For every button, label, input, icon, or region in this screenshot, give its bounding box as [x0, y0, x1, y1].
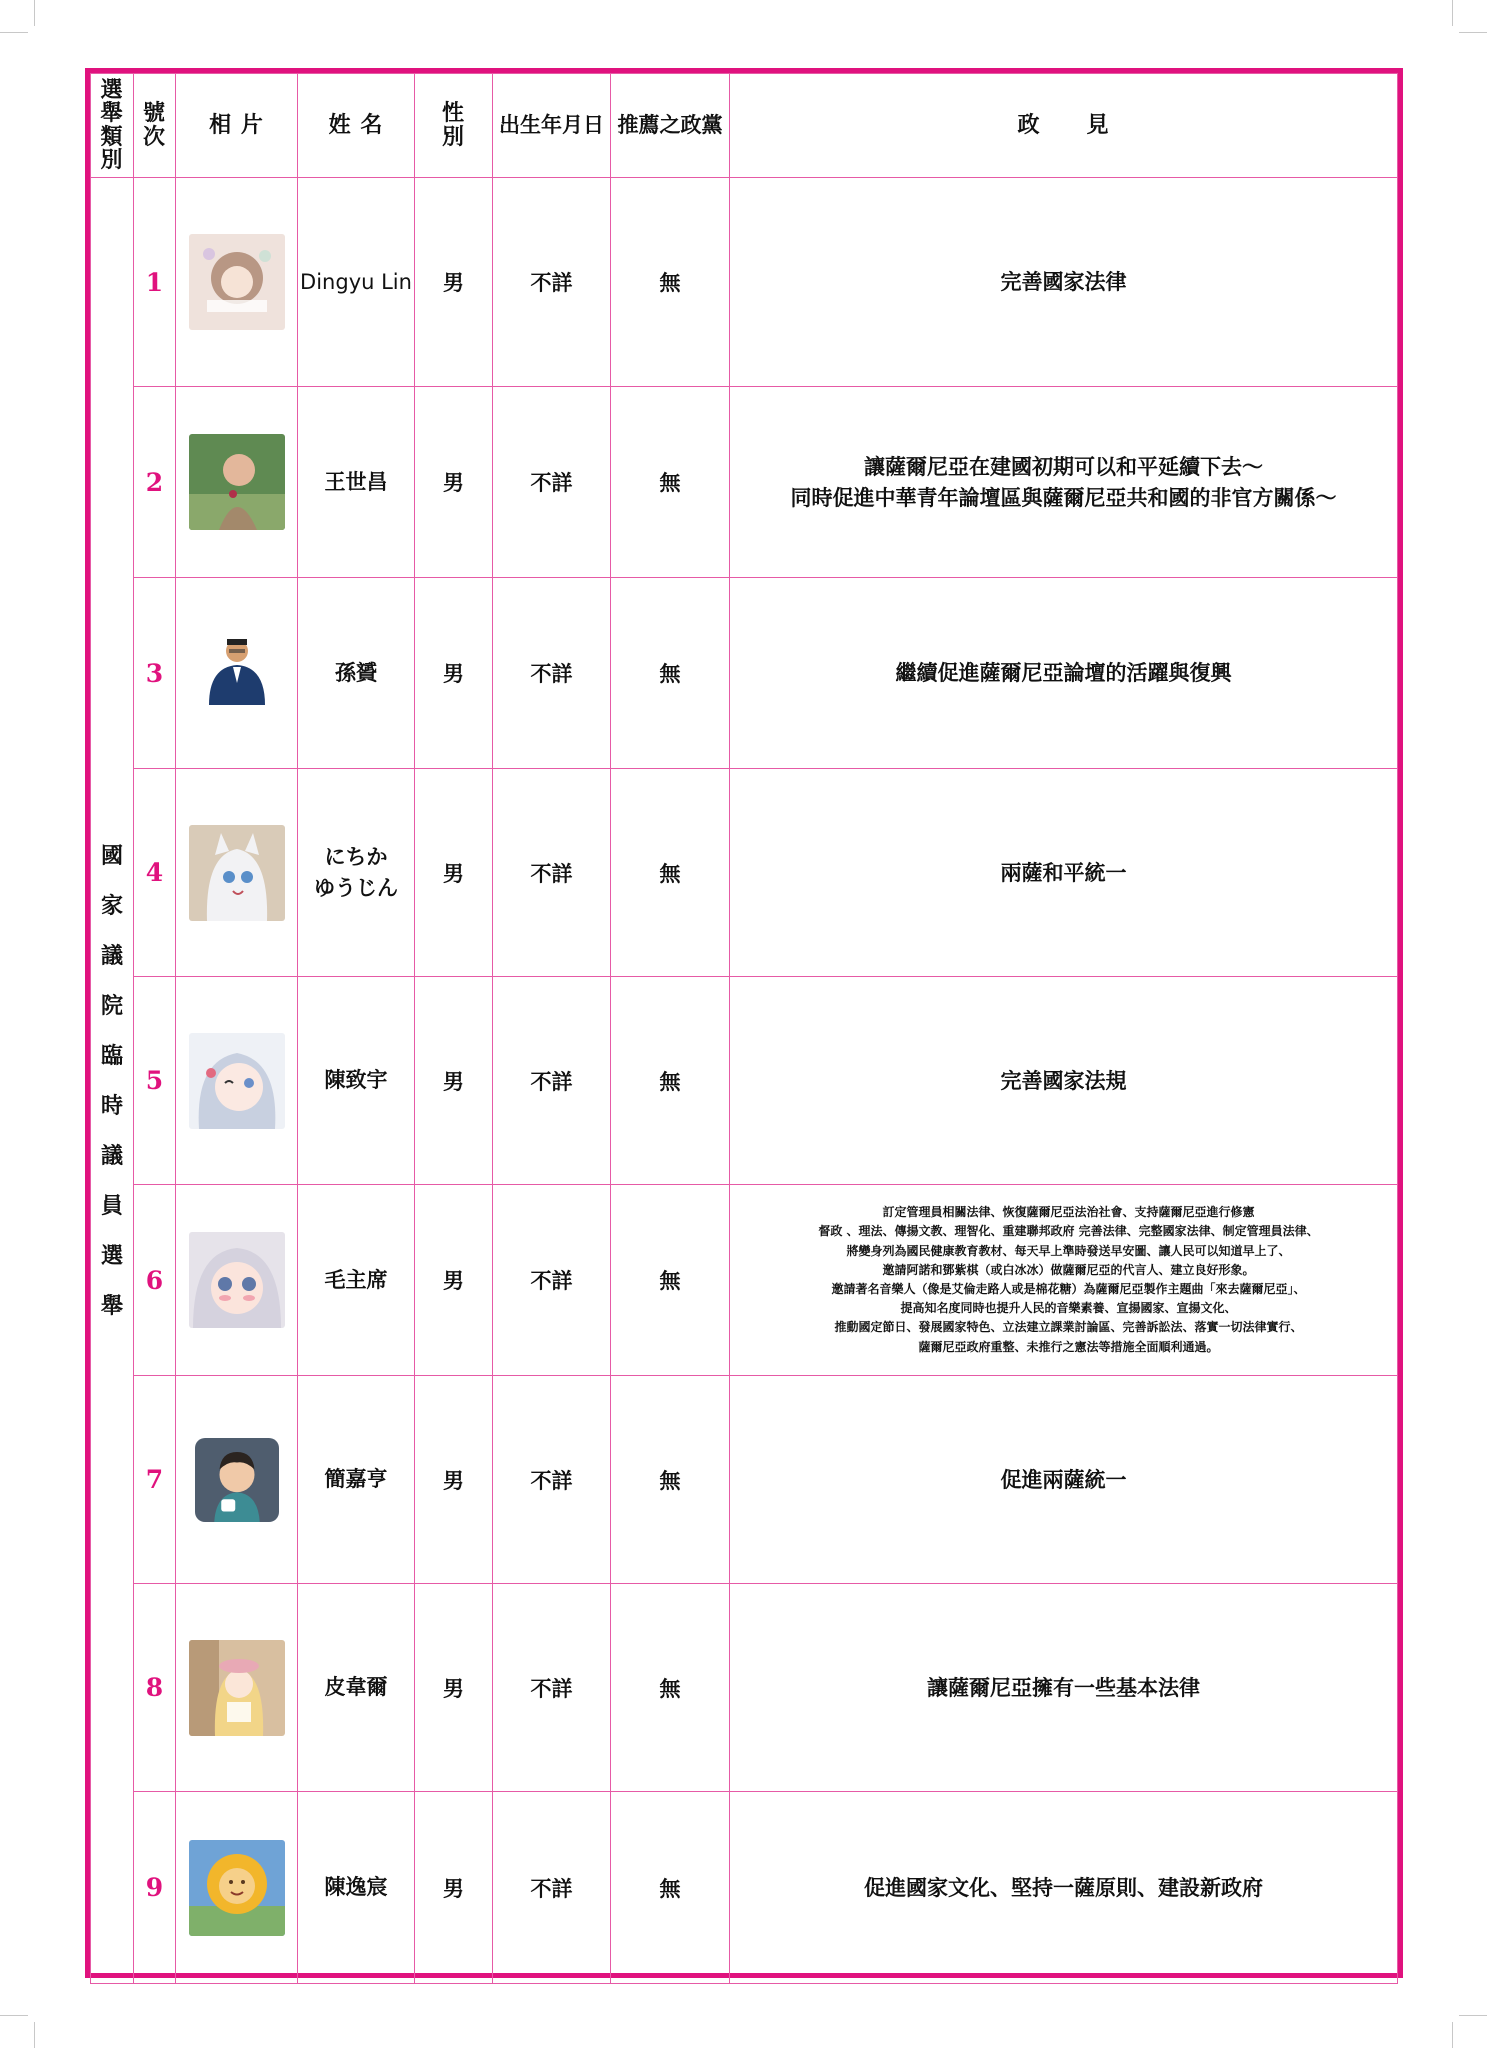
- header-birth: 出生年月日: [493, 74, 611, 178]
- ballot-frame: [85, 68, 1403, 1978]
- candidate-photo: [176, 578, 298, 769]
- candidate-policy: 促進國家文化、堅持一薩原則、建設新政府: [730, 1792, 1398, 1984]
- candidate-party: 無: [611, 977, 730, 1185]
- header-photo: 相 片: [176, 74, 298, 178]
- candidate-policy: 完善國家法規: [730, 977, 1398, 1185]
- crop-mark: [1459, 2015, 1487, 2016]
- table-row: [91, 178, 1398, 387]
- avatar: [189, 1232, 285, 1328]
- candidate-name: 簡嘉亨: [298, 1376, 415, 1584]
- election-category: 國 家 議 院 臨 時 議 員 選 舉: [91, 178, 134, 1984]
- header-sex: 性 別: [415, 74, 493, 178]
- crop-mark: [34, 2022, 35, 2048]
- crop-mark: [0, 2015, 28, 2016]
- candidate-sex: 男: [415, 387, 493, 578]
- candidate-number: 6: [134, 1185, 176, 1376]
- candidate-policy: 訂定管理員相關法律、恢復薩爾尼亞法治社會、支持薩爾尼亞進行修憲 督政 、理法、傳揚文教、理智化、重建聯邦政府 完善法律、完整國家法律、制定管理員法律、 將變身列為國民健康教育教材、每天早上準時發送早安圖、讓人民可以知道早上了、 邀請阿諾和鄧紫棋（或白冰冰）做薩爾尼亞的代言人、建立良好形象。 邀請著名音樂人（像是艾倫走路人或是棉花糖）為薩爾尼亞製作主題曲「來去薩爾尼亞」、 提高知名度同時也提升人民的音樂素養、宣揚國家、宣揚文化、 推動國定節日、發展國家特色、立法建立課業討論區、完善訴訟法、落實一切法律實行、 薩爾尼亞政府重整、未推行之憲法等措施全面順利通過。: [730, 1185, 1398, 1376]
- crop-mark: [0, 32, 28, 33]
- candidate-birth: 不詳: [493, 1185, 611, 1376]
- candidate-sex: 男: [415, 1584, 493, 1792]
- avatar: [189, 1640, 285, 1736]
- candidate-policy: 完善國家法律: [730, 178, 1398, 387]
- candidate-birth: 不詳: [493, 1376, 611, 1584]
- candidate-number: 9: [134, 1792, 176, 1984]
- crop-mark: [1452, 2022, 1453, 2048]
- avatar: [189, 234, 285, 330]
- table-row: [91, 977, 1398, 1185]
- candidate-policy: 促進兩薩統一: [730, 1376, 1398, 1584]
- candidate-number: 8: [134, 1584, 176, 1792]
- table-row: [91, 1792, 1398, 1984]
- avatar: [189, 625, 285, 721]
- candidate-name: 皮韋爾: [298, 1584, 415, 1792]
- candidate-sex: 男: [415, 578, 493, 769]
- table-row: [91, 1584, 1398, 1792]
- table-row: [91, 387, 1398, 578]
- table-row: [91, 1185, 1398, 1376]
- candidate-sex: 男: [415, 1185, 493, 1376]
- candidate-photo: [176, 1185, 298, 1376]
- table-row: [91, 578, 1398, 769]
- table-row: [91, 1376, 1398, 1584]
- candidate-birth: 不詳: [493, 769, 611, 977]
- header-party: 推薦之政黨: [611, 74, 730, 178]
- candidate-birth: 不詳: [493, 578, 611, 769]
- candidate-photo: [176, 769, 298, 977]
- candidate-name: にちか ゆうじん: [298, 769, 415, 977]
- candidate-number: 4: [134, 769, 176, 977]
- candidate-number: 7: [134, 1376, 176, 1584]
- candidate-party: 無: [611, 1792, 730, 1984]
- candidate-name: 孫贇: [298, 578, 415, 769]
- candidate-table: [90, 73, 1398, 1984]
- candidate-photo: [176, 977, 298, 1185]
- candidate-party: 無: [611, 387, 730, 578]
- avatar: [189, 434, 285, 530]
- candidate-party: 無: [611, 1185, 730, 1376]
- candidate-name: 陳逸宸: [298, 1792, 415, 1984]
- header-policy: 政 見: [730, 74, 1398, 178]
- candidate-number: 5: [134, 977, 176, 1185]
- candidate-sex: 男: [415, 1376, 493, 1584]
- candidate-name: 毛主席: [298, 1185, 415, 1376]
- candidate-sex: 男: [415, 1792, 493, 1984]
- candidate-photo: [176, 178, 298, 387]
- candidate-name: 陳致宇: [298, 977, 415, 1185]
- candidate-party: 無: [611, 769, 730, 977]
- avatar: [195, 1438, 279, 1522]
- candidate-number: 1: [134, 178, 176, 387]
- header-row: [91, 74, 1398, 178]
- candidate-name: Dingyu Lin: [298, 178, 415, 387]
- candidate-photo: [176, 1792, 298, 1984]
- crop-mark: [1452, 0, 1453, 26]
- candidate-policy: 兩薩和平統一: [730, 769, 1398, 977]
- candidate-birth: 不詳: [493, 977, 611, 1185]
- avatar: [189, 1033, 285, 1129]
- candidate-party: 無: [611, 178, 730, 387]
- candidate-birth: 不詳: [493, 387, 611, 578]
- candidate-sex: 男: [415, 977, 493, 1185]
- candidate-birth: 不詳: [493, 1792, 611, 1984]
- candidate-birth: 不詳: [493, 1584, 611, 1792]
- candidate-party: 無: [611, 578, 730, 769]
- candidate-party: 無: [611, 1584, 730, 1792]
- candidate-number: 2: [134, 387, 176, 578]
- header-number: 號 次: [134, 74, 176, 178]
- candidate-birth: 不詳: [493, 178, 611, 387]
- avatar: [189, 1840, 285, 1936]
- header-name: 姓 名: [298, 74, 415, 178]
- avatar: [189, 825, 285, 921]
- candidate-party: 無: [611, 1376, 730, 1584]
- candidate-photo: [176, 1376, 298, 1584]
- candidate-photo: [176, 1584, 298, 1792]
- candidate-policy: 繼續促進薩爾尼亞論壇的活躍與復興: [730, 578, 1398, 769]
- candidate-sex: 男: [415, 178, 493, 387]
- header-category: 選 舉 類 別: [91, 74, 134, 178]
- candidate-photo: [176, 387, 298, 578]
- crop-mark: [34, 0, 35, 26]
- candidate-policy: 讓薩爾尼亞擁有一些基本法律: [730, 1584, 1398, 1792]
- table-row: [91, 769, 1398, 977]
- crop-mark: [1459, 32, 1487, 33]
- candidate-sex: 男: [415, 769, 493, 977]
- candidate-name: 王世昌: [298, 387, 415, 578]
- candidate-number: 3: [134, 578, 176, 769]
- candidate-policy: 讓薩爾尼亞在建國初期可以和平延續下去～ 同時促進中華青年論壇區與薩爾尼亞共和國的非官方關係～: [730, 387, 1398, 578]
